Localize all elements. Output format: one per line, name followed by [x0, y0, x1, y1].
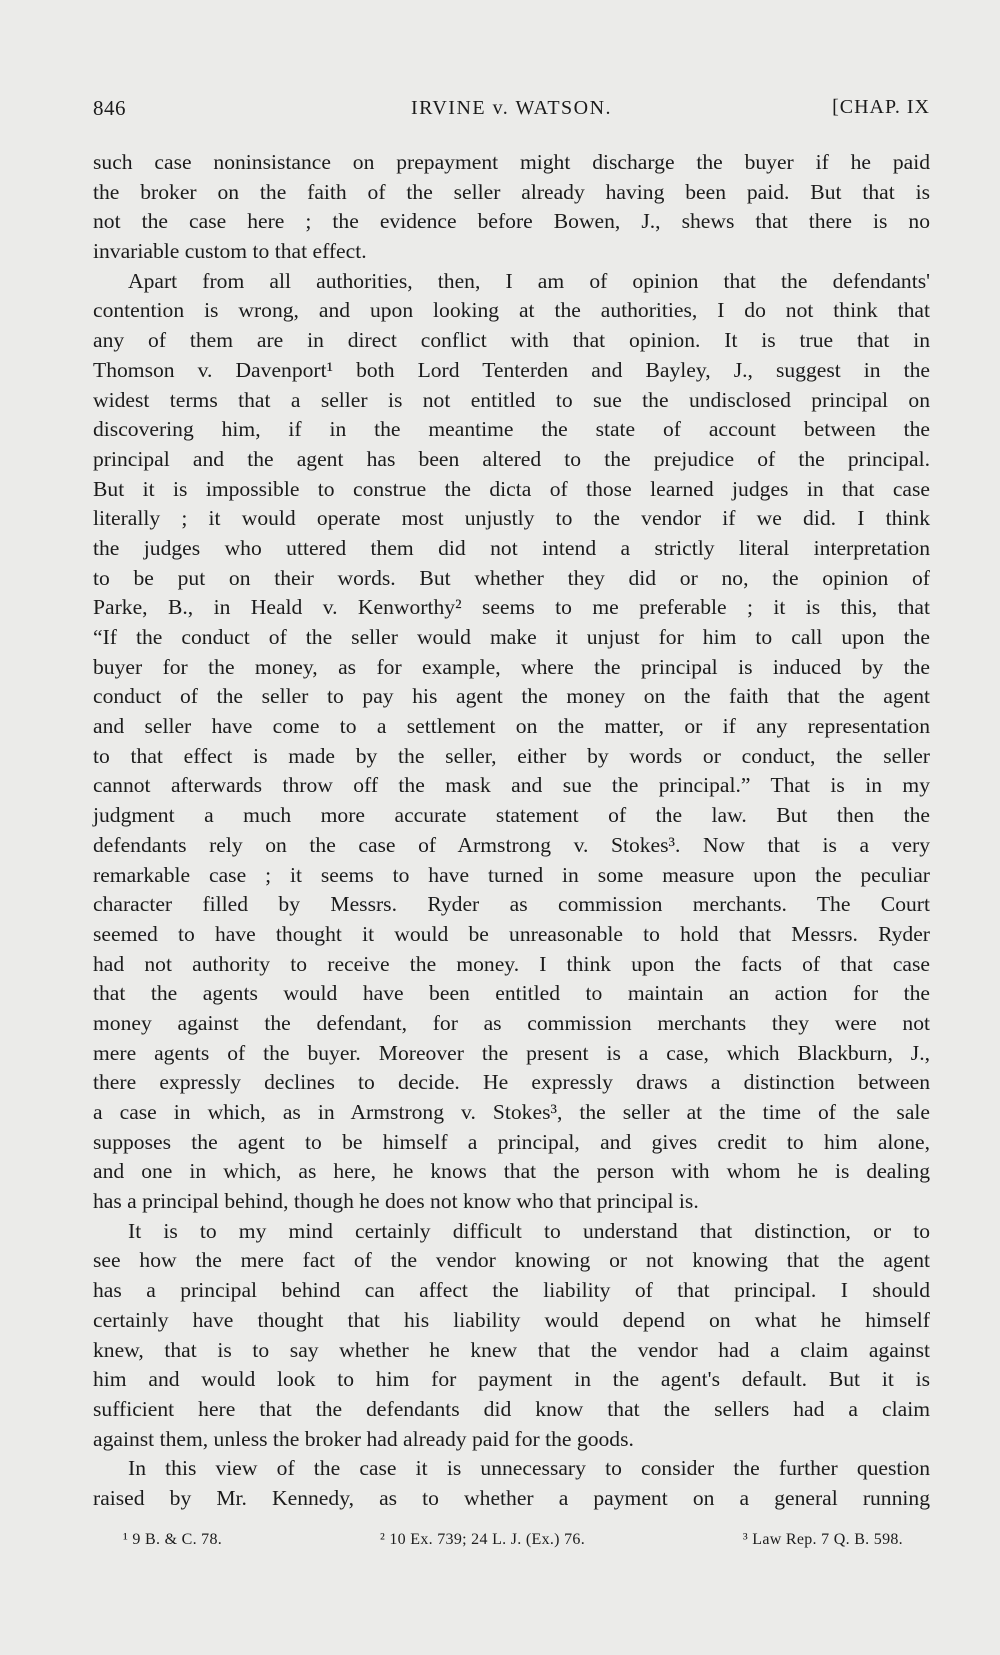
text-line: remarkable case ; it seems to have turned in some measure upon the peculiar — [93, 862, 930, 887]
chapter-label: [CHAP. IX — [832, 96, 930, 118]
text-line: the broker on the faith of the seller already having been paid. But that is — [93, 179, 930, 204]
text-line: certainly have thought that his liability would depend on what he himself — [93, 1307, 930, 1332]
text-line: any of them are in direct conflict with that opinion. It is true that in — [93, 328, 930, 353]
text-line: such case noninsistance on prepayment might discharge the buyer if he paid — [93, 150, 930, 174]
text-line: Apart from all authorities, then, I am of opinion that the defendants' — [128, 268, 930, 293]
text-line: supposes the agent to be himself a principal, and gives credit to him alone, — [93, 1129, 930, 1154]
text-line: “If the conduct of the seller would make it unjust for him to call upon the — [93, 625, 930, 649]
text-line: conduct of the seller to pay his agent the money on the faith that the agent — [93, 684, 930, 709]
text-line: character filled by Messrs. Ryder as commission merchants. The Court — [93, 892, 930, 917]
text-line: literally ; it would operate most unjustly to the vendor if we did. I think — [93, 506, 930, 531]
text-line: widest terms that a seller is not entitled to sue the undisclosed principal on — [93, 387, 930, 412]
text-line: and one in which, as here, he knows that the person with whom he is dealing — [93, 1159, 930, 1184]
text-line: But it is impossible to construe the dicta of those learned judges in that case — [93, 476, 930, 501]
text-line: mere agents of the buyer. Moreover the present is a case, which Blackburn, J., — [93, 1040, 930, 1065]
text-line: to that effect is made by the seller, either by words or conduct, the seller — [93, 743, 930, 768]
text-line: not the case here ; the evidence before Bowen, J., shews that there is no — [93, 209, 930, 234]
text-line: has a principal behind can affect the liability of that principal. I should — [93, 1278, 930, 1303]
text-line: a case in which, as in Armstrong v. Stokes³, the seller at the time of the sale — [93, 1100, 930, 1124]
footnote-3: ³ Law Rep. 7 Q. B. 598. — [742, 1531, 903, 1548]
text-line: discovering him, if in the meantime the state of account between the — [93, 417, 930, 442]
text-line: cannot afterwards throw off the mask and sue the principal.” That is in my — [93, 773, 930, 798]
body-text — [93, 148, 930, 1514]
running-title: IRVINE v. WATSON. — [410, 97, 613, 119]
text-line: see how the mere fact of the vendor knowing or not knowing that the agent — [93, 1248, 930, 1273]
text-line: Thomson v. Davenport¹ both Lord Tenterden and Bayley, J., suggest in the — [93, 357, 930, 382]
text-line: invariable custom to that effect. — [93, 239, 367, 264]
footnote-1: ¹ 9 B. & C. 78. — [123, 1531, 223, 1548]
text-line: that the agents would have been entitled to maintain an action for the — [93, 981, 930, 1006]
footnotes — [123, 1531, 903, 1549]
text-line: judgment a much more accurate statement of the law. But then the — [93, 803, 930, 828]
running-header — [93, 90, 930, 126]
footnote-2: ² 10 Ex. 739; 24 L. J. (Ex.) 76. — [379, 1531, 585, 1548]
text-line: sufficient here that the defendants did know that the sellers had a claim — [93, 1396, 930, 1421]
text-line: defendants rely on the case of Armstrong v. Stokes³. Now that is a very — [93, 832, 930, 857]
text-line: principal and the agent has been altered to the prejudice of the principal. — [93, 446, 930, 471]
text-line: the judges who uttered them did not intend a strictly literal interpretation — [93, 535, 930, 560]
text-line: Parke, B., in Heald v. Kenworthy² seems to me preferable ; it is this, that — [93, 595, 930, 620]
text-line: raised by Mr. Kennedy, as to whether a payment on a general running — [93, 1485, 930, 1510]
text-line: had not authority to receive the money. I think upon the facts of that case — [93, 951, 930, 976]
text-line: In this view of the case it is unnecessary to consider the further question — [128, 1456, 930, 1481]
text-line: knew, that is to say whether he knew that the vendor had a claim against — [93, 1337, 930, 1362]
text-line: there expressly declines to decide. He expressly draws a distinction between — [93, 1070, 930, 1095]
text-line: and seller have come to a settlement on the matter, or if any representation — [93, 714, 930, 739]
text-line: contention is wrong, and upon looking at the authorities, I do not think that — [93, 298, 930, 323]
text-line: against them, unless the broker had already paid for the goods. — [93, 1426, 634, 1451]
text-line: him and would look to him for payment in the agent's default. But it is — [93, 1367, 930, 1392]
text-line: money against the defendant, for as commission merchants they were not — [93, 1010, 930, 1035]
text-line: has a principal behind, though he does not know who that principal is. — [93, 1189, 699, 1214]
text-line: buyer for the money, as for example, where the principal is induced by the — [93, 654, 930, 679]
page-number: 846 — [93, 96, 126, 120]
text-line: It is to my mind certainly difficult to understand that distinction, or to — [128, 1218, 930, 1243]
text-line: to be put on their words. But whether they did or no, the opinion of — [93, 565, 930, 590]
text-line: seemed to have thought it would be unreasonable to hold that Messrs. Ryder — [93, 921, 930, 946]
